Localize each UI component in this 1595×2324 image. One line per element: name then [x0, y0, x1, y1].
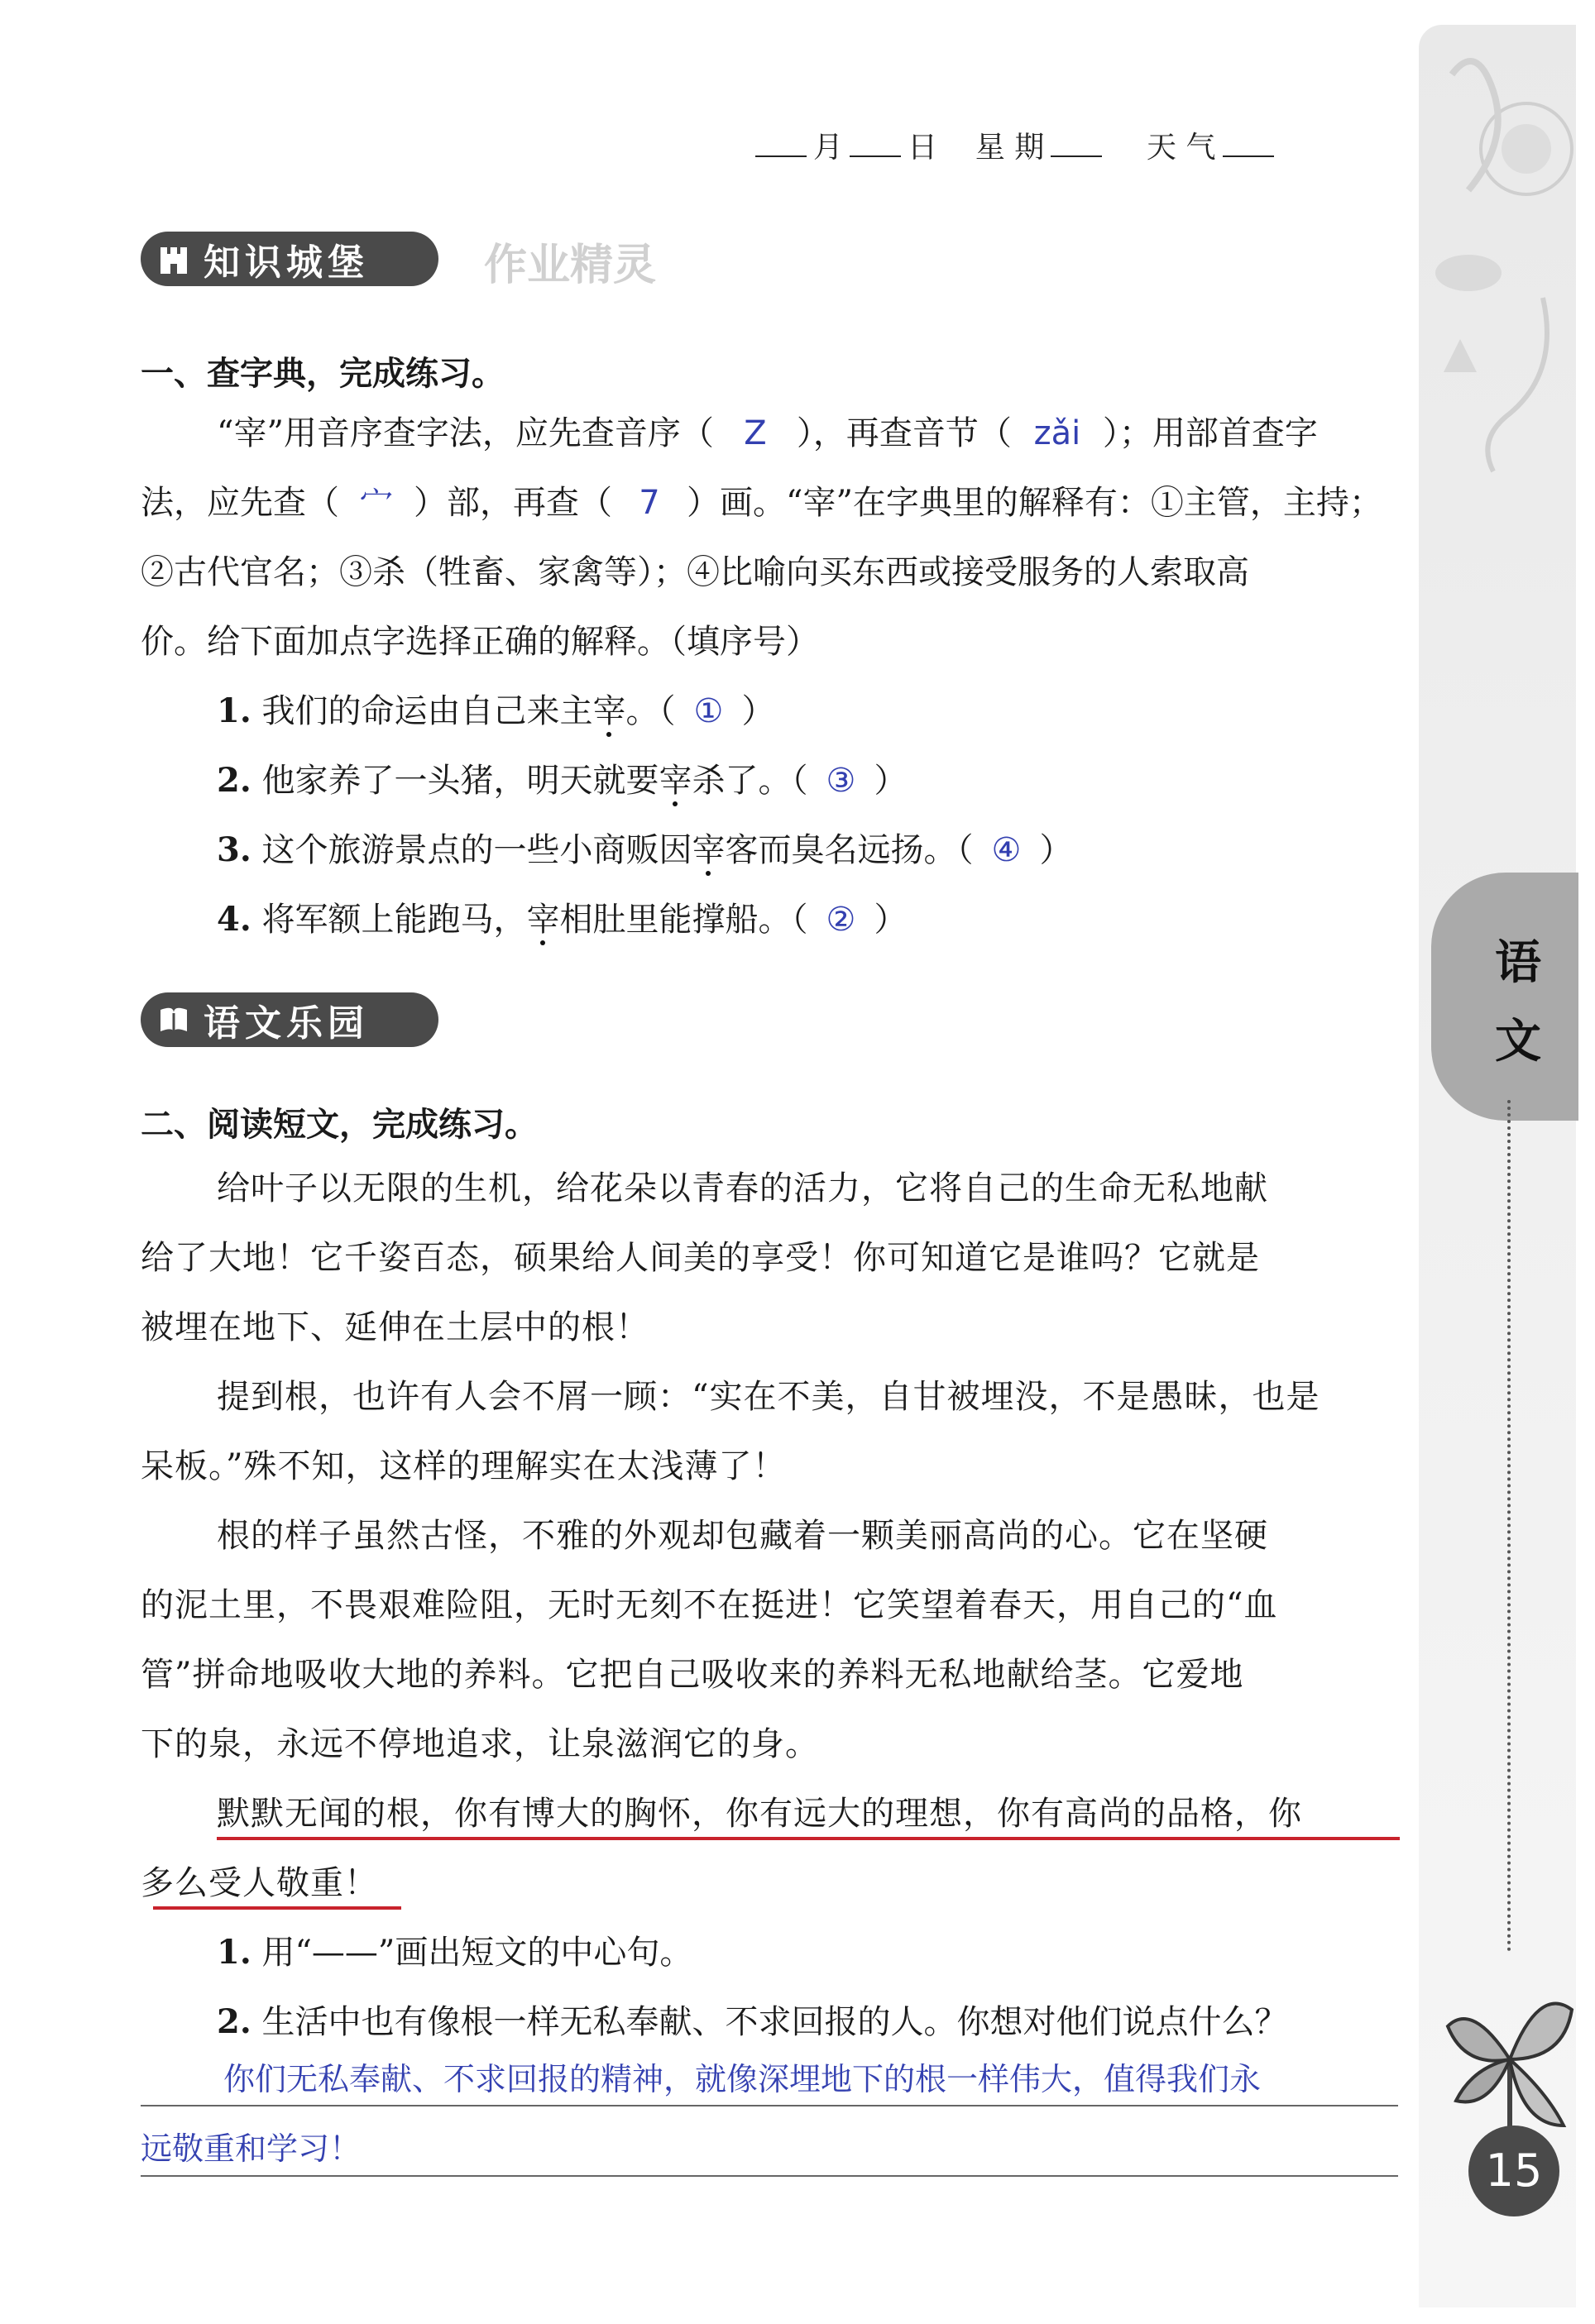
answer-letter: Z	[744, 414, 767, 452]
subject-tab-char-1: 语	[1495, 936, 1541, 990]
section-banner-knowledge	[141, 232, 438, 286]
section-title: 知识城堡	[204, 241, 369, 284]
answer-item-1: ①	[693, 692, 724, 730]
q1-line-4: 价。给下面加点字选择正确的解释。（填序号）	[141, 623, 819, 661]
answer-syllable: zǎi	[1033, 414, 1081, 452]
castle-icon	[156, 241, 192, 277]
q2-item-1: 1. 用“——”画出短文的中心句。	[217, 1933, 693, 1972]
passage-line-8: 管”拼命地吸收大地的养料。它把自己吸收来的养料无私地献给茎。它爱地	[141, 1656, 1244, 1694]
weekday-blank[interactable]	[1051, 132, 1102, 157]
q1-item-1: 1. 我们的命运由自己来主宰。（ ① ）	[217, 677, 774, 746]
answer-strokes: 7	[639, 484, 660, 522]
weather-blank[interactable]	[1223, 132, 1274, 157]
section-banner-chinese-park	[141, 992, 438, 1047]
q1-title: 一、查字典，完成练习。	[141, 355, 505, 393]
subject-tab	[1431, 873, 1578, 1121]
answer-line-2: 远敬重和学习！	[141, 2130, 362, 2167]
passage-line-7: 的泥土里，不畏艰难险阻，无时无刻不在挺进！它笑望着春天，用自己的“血	[141, 1586, 1278, 1624]
weather-label: 天 气	[1147, 131, 1216, 165]
passage-line-1: 给叶子以无限的生机，给花朵以青春的活力，它将自己的生命无私地献	[217, 1169, 1268, 1207]
month-blank[interactable]	[755, 132, 807, 157]
central-sentence-underline-1	[217, 1837, 1400, 1840]
central-sentence-underline-2	[153, 1906, 401, 1910]
passage-line-10-central: 默默无闻的根，你有博大的胸怀，你有远大的理想，你有高尚的品格，你	[217, 1795, 1302, 1833]
q1-line-2: 法，应先查（ 宀 ）部，再查（ 7 ）画。“宰”在字典里的解释有：①主管，主持；	[141, 468, 1382, 538]
book-icon	[156, 1002, 192, 1038]
page-number: 15	[1468, 2126, 1559, 2216]
passage-line-3: 被埋在地下、延伸在土层中的根！	[141, 1308, 649, 1346]
answer-item-2: ③	[826, 762, 856, 800]
q2-item-2: 2. 生活中也有像根一样无私奉献、不求回报的人。你想对他们说点什么？	[217, 2002, 1288, 2041]
passage-line-11-central: 多么受人敬重！	[141, 1864, 378, 1902]
day-blank[interactable]	[850, 132, 901, 157]
q1-item-2: 2. 他家养了一头猪，明天就要宰杀了。（ ③ ）	[217, 746, 907, 815]
music-decoration-icon	[1419, 25, 1576, 488]
q1-line-3: ②古代官名；③杀（牲畜、家禽等）；④比喻向买东西或接受服务的人索取高	[141, 553, 1249, 591]
passage-line-6: 根的样子虽然古怪，不雅的外观却包藏着一颗美丽高尚的心。它在坚硬	[217, 1517, 1268, 1555]
watermark: 作业精灵	[484, 241, 657, 290]
answer-item-3: ④	[991, 831, 1022, 869]
month-label: 月	[813, 131, 844, 165]
q1-item-3: 3. 这个旅游景点的一些小商贩因宰客而臭名远扬。（ ④ ）	[217, 815, 1072, 885]
passage-line-5: 呆板。”殊不知，这样的理解实在太浅薄了！	[141, 1447, 787, 1485]
dotted-divider	[1507, 1100, 1511, 1952]
date-weather-header	[749, 124, 1281, 166]
section-title: 语文乐园	[204, 1002, 369, 1045]
q1-line-1: “宰”用音序查字法，应先查音序（ Z ），再查音节（ zǎi ）；用部首查字	[217, 399, 1318, 468]
passage-line-2: 给了大地！它千姿百态，硕果给人间美的享受！你可知道它是谁吗？它就是	[141, 1239, 1260, 1277]
answer-radical: 宀	[360, 484, 393, 522]
passage-line-9: 下的泉，永远不停地追求，让泉滋润它的身。	[141, 1725, 819, 1763]
q1-item-4: 4. 将军额上能跑马，宰相肚里能撑船。（ ② ）	[217, 885, 907, 954]
passage-line-4: 提到根，也许有人会不屑一顾：“实在不美，自甘被埋没，不是愚昧，也是	[217, 1378, 1320, 1416]
answer-rule-2	[141, 2175, 1398, 2177]
weekday-label: 星 期	[975, 131, 1045, 165]
answer-line-1: 你们无私奉献、不求回报的精神，就像深埋地下的根一样伟大，值得我们永	[223, 2061, 1262, 2097]
answer-rule-1	[141, 2105, 1398, 2106]
day-label: 日	[908, 131, 938, 165]
subject-tab-char-2: 文	[1495, 1015, 1541, 1069]
q2-title: 二、阅读短文，完成练习。	[141, 1106, 538, 1144]
answer-item-4: ②	[826, 901, 856, 939]
